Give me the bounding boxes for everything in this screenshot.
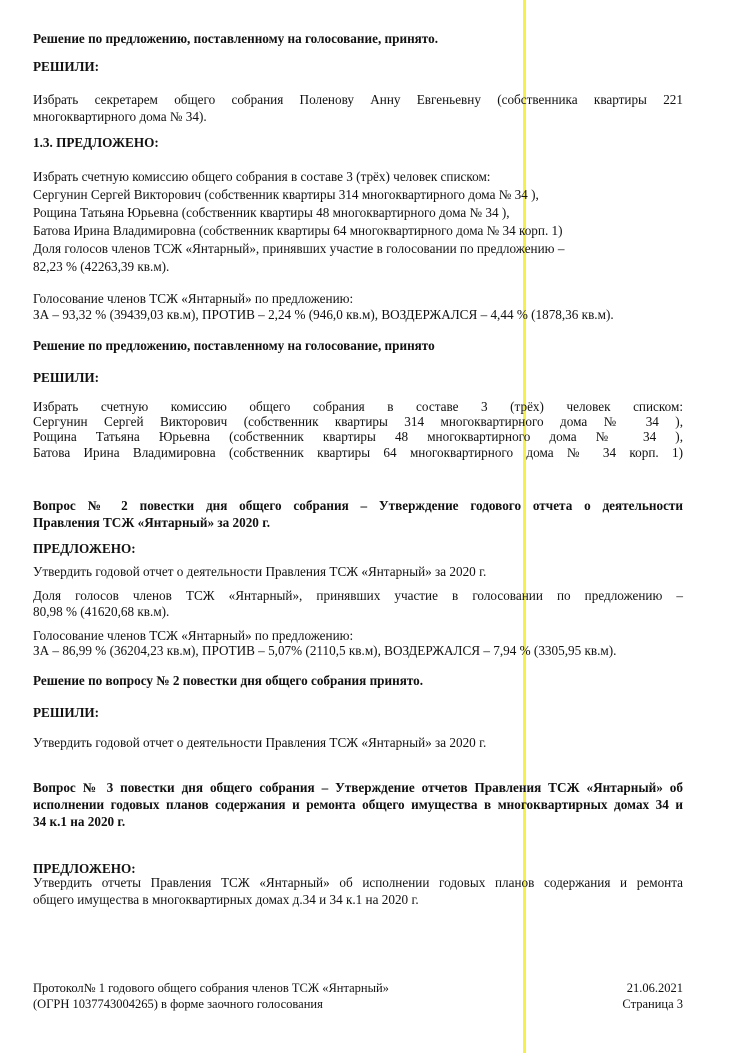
vote-title: Голосование членов ТСЖ «Янтарный» по предложению:: [33, 291, 354, 306]
question-3-title: Вопрос № 3 повестки дня общего собрания – Утверждение отчетов Правления ТСЖ «Янтарный» об: [33, 780, 683, 795]
proposal-text: Утвердить отчеты Правления ТСЖ «Янтарный» об исполнении годовых планов содержания и ремонта: [33, 875, 683, 890]
reshili-heading: РЕШИЛИ:: [33, 59, 100, 74]
predlozheno-heading: ПРЕДЛОЖЕНО:: [33, 861, 136, 876]
question-2-title: Вопрос № 2 повестки дня общего собрания – Утверждение годового отчета о деятельности: [33, 498, 683, 513]
decision-title: Решение по предложению, поставленному на голосование, принято: [33, 338, 435, 353]
proposal-candidate: Рощина Татьяна Юрьевна (собственник квартиры 48 многоквартирного дома № 34 ),: [33, 205, 510, 220]
vote-share: Доля голосов членов ТСЖ «Янтарный», принявших участие в голосовании по предложению –: [33, 241, 565, 256]
proposal-text: общего имущества в многоквартирных домах д.34 и 34 к.1 на 2020 г.: [33, 892, 419, 907]
predlozheno-heading: ПРЕДЛОЖЕНО:: [33, 541, 136, 556]
footer-date: 21.06.2021: [626, 981, 683, 995]
vote-result: ЗА – 93,32 % (39439,03 кв.м), ПРОТИВ – 2,24 % (946,0 кв.м), ВОЗДЕРЖАЛСЯ – 4,44 % (1878,36 кв.м).: [33, 307, 614, 322]
reshili-text-line: Избрать секретарем общего собрания Поленову Анну Евгеньевну (собственника квартиры 221: [33, 92, 683, 107]
footer-right: [622, 980, 683, 1013]
question-2-title: Правления ТСЖ «Янтарный» за 2020 г.: [33, 515, 270, 530]
reshili-text-line: Сергунин Сергей Викторович (собственник квартиры 314 многоквартирного дома № 34 ),: [33, 414, 683, 429]
reshili-text: Утвердить годовой отчет о деятельности Правления ТСЖ «Янтарный» за 2020 г.: [33, 735, 487, 750]
reshili-text-line: Рощина Татьяна Юрьевна (собственник квартиры 48 многоквартирного дома № 34 ),: [33, 429, 683, 444]
page-footer: [33, 980, 683, 1013]
proposal-candidate: Батова Ирина Владимировна (собственник квартиры 64 многоквартирного дома № 34 корп. 1): [33, 223, 563, 238]
section-heading-1-3: 1.3. ПРЕДЛОЖЕНО:: [33, 135, 159, 150]
question-3-title: исполнении годовых планов содержания и ремонта общего имущества в многоквартирных домах 34 и: [33, 797, 683, 812]
reshili-text-line: Избрать счетную комиссию общего собрания в составе 3 (трёх) человек списком:: [33, 399, 683, 414]
question-3-title: 34 к.1 на 2020 г.: [33, 814, 126, 829]
footer-ogrn-line: (ОГРН 1037743004265) в форме заочного голосования: [33, 997, 323, 1012]
reshili-text-line: многоквартирного дома № 34).: [33, 109, 207, 124]
vote-result: ЗА – 86,99 % (36204,23 кв.м), ПРОТИВ – 5,07% (2110,5 кв.м), ВОЗДЕРЖАЛСЯ – 7,94 % (3305,95 кв.м).: [33, 643, 617, 658]
reshili-text-line: Батова Ирина Владимировна (собственник квартиры 64 многоквартирного дома № 34 корп. 1): [33, 445, 683, 460]
decision-title: Решение по предложению, поставленному на голосование, принято.: [33, 31, 438, 46]
decision-title: Решение по вопросу № 2 повестки дня общего собрания принято.: [33, 673, 424, 688]
page-number: Страница 3: [622, 997, 683, 1012]
vote-share: 80,98 % (41620,68 кв.м).: [33, 604, 170, 619]
footer-protocol-line: Протокол№ 1 годового общего собрания членов ТСЖ «Янтарный»: [33, 981, 389, 995]
proposal-candidate: Сергунин Сергей Викторович (собственник квартиры 314 многоквартирного дома № 34 ),: [33, 187, 539, 202]
reshili-heading: РЕШИЛИ:: [33, 370, 100, 385]
proposal-text: Избрать счетную комиссию общего собрания в составе 3 (трёх) человек списком:: [33, 169, 491, 184]
vote-share: Доля голосов членов ТСЖ «Янтарный», принявших участие в голосовании по предложению –: [33, 588, 683, 603]
vote-title: Голосование членов ТСЖ «Янтарный» по предложению:: [33, 628, 354, 643]
vote-share: 82,23 % (42263,39 кв.м).: [33, 259, 170, 274]
proposal-text: Утвердить годовой отчет о деятельности Правления ТСЖ «Янтарный» за 2020 г.: [33, 564, 487, 579]
reshili-heading: РЕШИЛИ:: [33, 705, 100, 720]
